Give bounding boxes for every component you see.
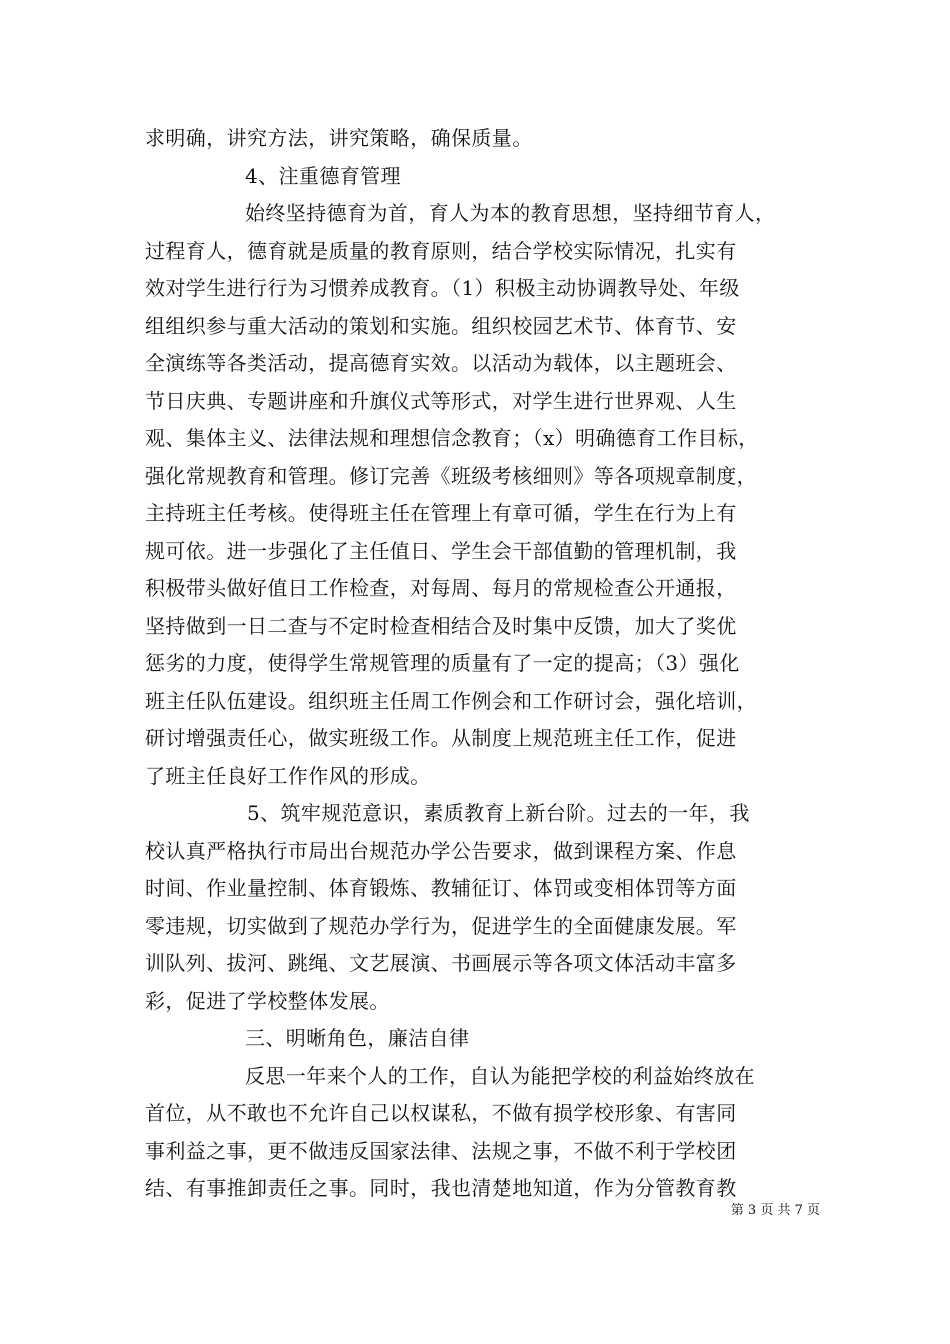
text-line: 零违规，切实做到了规范办学行为，促进学生的全面健康发展。军 — [145, 913, 737, 938]
text-line: 积极带头做好值日工作检查，对每周、每月的常规检查公开通报， — [145, 576, 737, 600]
text-line: 全演练等各类活动，提高德育实效。以活动为载体，以主题班会、 — [145, 351, 737, 375]
text-line: 坚持做到一日二查与不定时检查相结合及时集中反馈，加大了奖优 — [145, 613, 737, 638]
text-line: 效对学生进行行为习惯养成教育。（1）积极主动协调教导处、年级 — [145, 276, 740, 300]
text-line: 校认真严格执行市局出台规范办学公告要求，做到课程方案、作息 — [145, 838, 737, 863]
text-line: 过程育人，德育就是质量的教育原则，结合学校实际情况，扎实有 — [145, 238, 737, 263]
text-line: 结、有事推卸责任之事。同时，我也清楚地知道，作为分管教育教 — [145, 1176, 737, 1200]
text-line: 首位，从不敢也不允许自己以权谋私，不做有损学校形象、有害同 — [145, 1101, 737, 1125]
section-heading: 三、明晰角色，廉洁自律 — [245, 1026, 470, 1050]
text-line: 规可依。进一步强化了主任值日、学生会干部值勤的管理机制，我 — [145, 538, 737, 563]
text-line: 时间、作业量控制、体育锻炼、教辅征订、体罚或变相体罚等方面 — [145, 876, 737, 900]
text-line: 主持班主任考核。使得班主任在管理上有章可循，学生在行为上有 — [145, 501, 737, 525]
text-line: 班主任队伍建设。组织班主任周工作例会和工作研讨会，强化培训， — [145, 688, 757, 713]
text-line: 求明确，讲究方法，讲究策略，确保质量。 — [145, 126, 533, 150]
text-line: 训队列、拔河、跳绳、文艺展演、书画展示等各项文体活动丰富多 — [145, 951, 737, 975]
page-number-footer: 第 3 页 共 7 页 — [730, 1203, 820, 1218]
text-line: 彩，促进了学校整体发展。 — [145, 988, 390, 1013]
section-heading: 4、注重德育管理 — [245, 163, 401, 188]
text-line: 了班主任良好工作作风的形成。 — [145, 763, 431, 788]
paragraph-start: 反思一年来个人的工作，自认为能把学校的利益始终放在 — [245, 1063, 755, 1088]
paragraph-start: 始终坚持德育为首，育人为本的教育思想，坚持细节育人， — [245, 201, 776, 225]
text-line: 惩劣的力度，使得学生常规管理的质量有了一定的提高；（3）强化 — [145, 651, 740, 675]
text-line: 事利益之事，更不做违反国家法律、法规之事，不做不利于学校团 — [145, 1138, 737, 1163]
text-line: 强化常规教育和管理。修订完善《班级考核细则》等各项规章制度， — [145, 463, 757, 488]
text-line: 组组织参与重大活动的策划和实施。组织校园艺术节、体育节、安 — [145, 313, 737, 338]
text-line: 观、集体主义、法律法规和理想信念教育；（x）明确德育工作目标， — [145, 426, 759, 450]
body-text — [145, 120, 815, 1208]
text-line: 节日庆典、专题讲座和升旗仪式等形式，对学生进行世界观、人生 — [145, 388, 737, 413]
paragraph-start: 5、筑牢规范意识，素质教育上新台阶。过去的一年，我 — [247, 801, 750, 825]
text-line: 研讨增强责任心，做实班级工作。从制度上规范班主任工作，促进 — [145, 726, 737, 750]
